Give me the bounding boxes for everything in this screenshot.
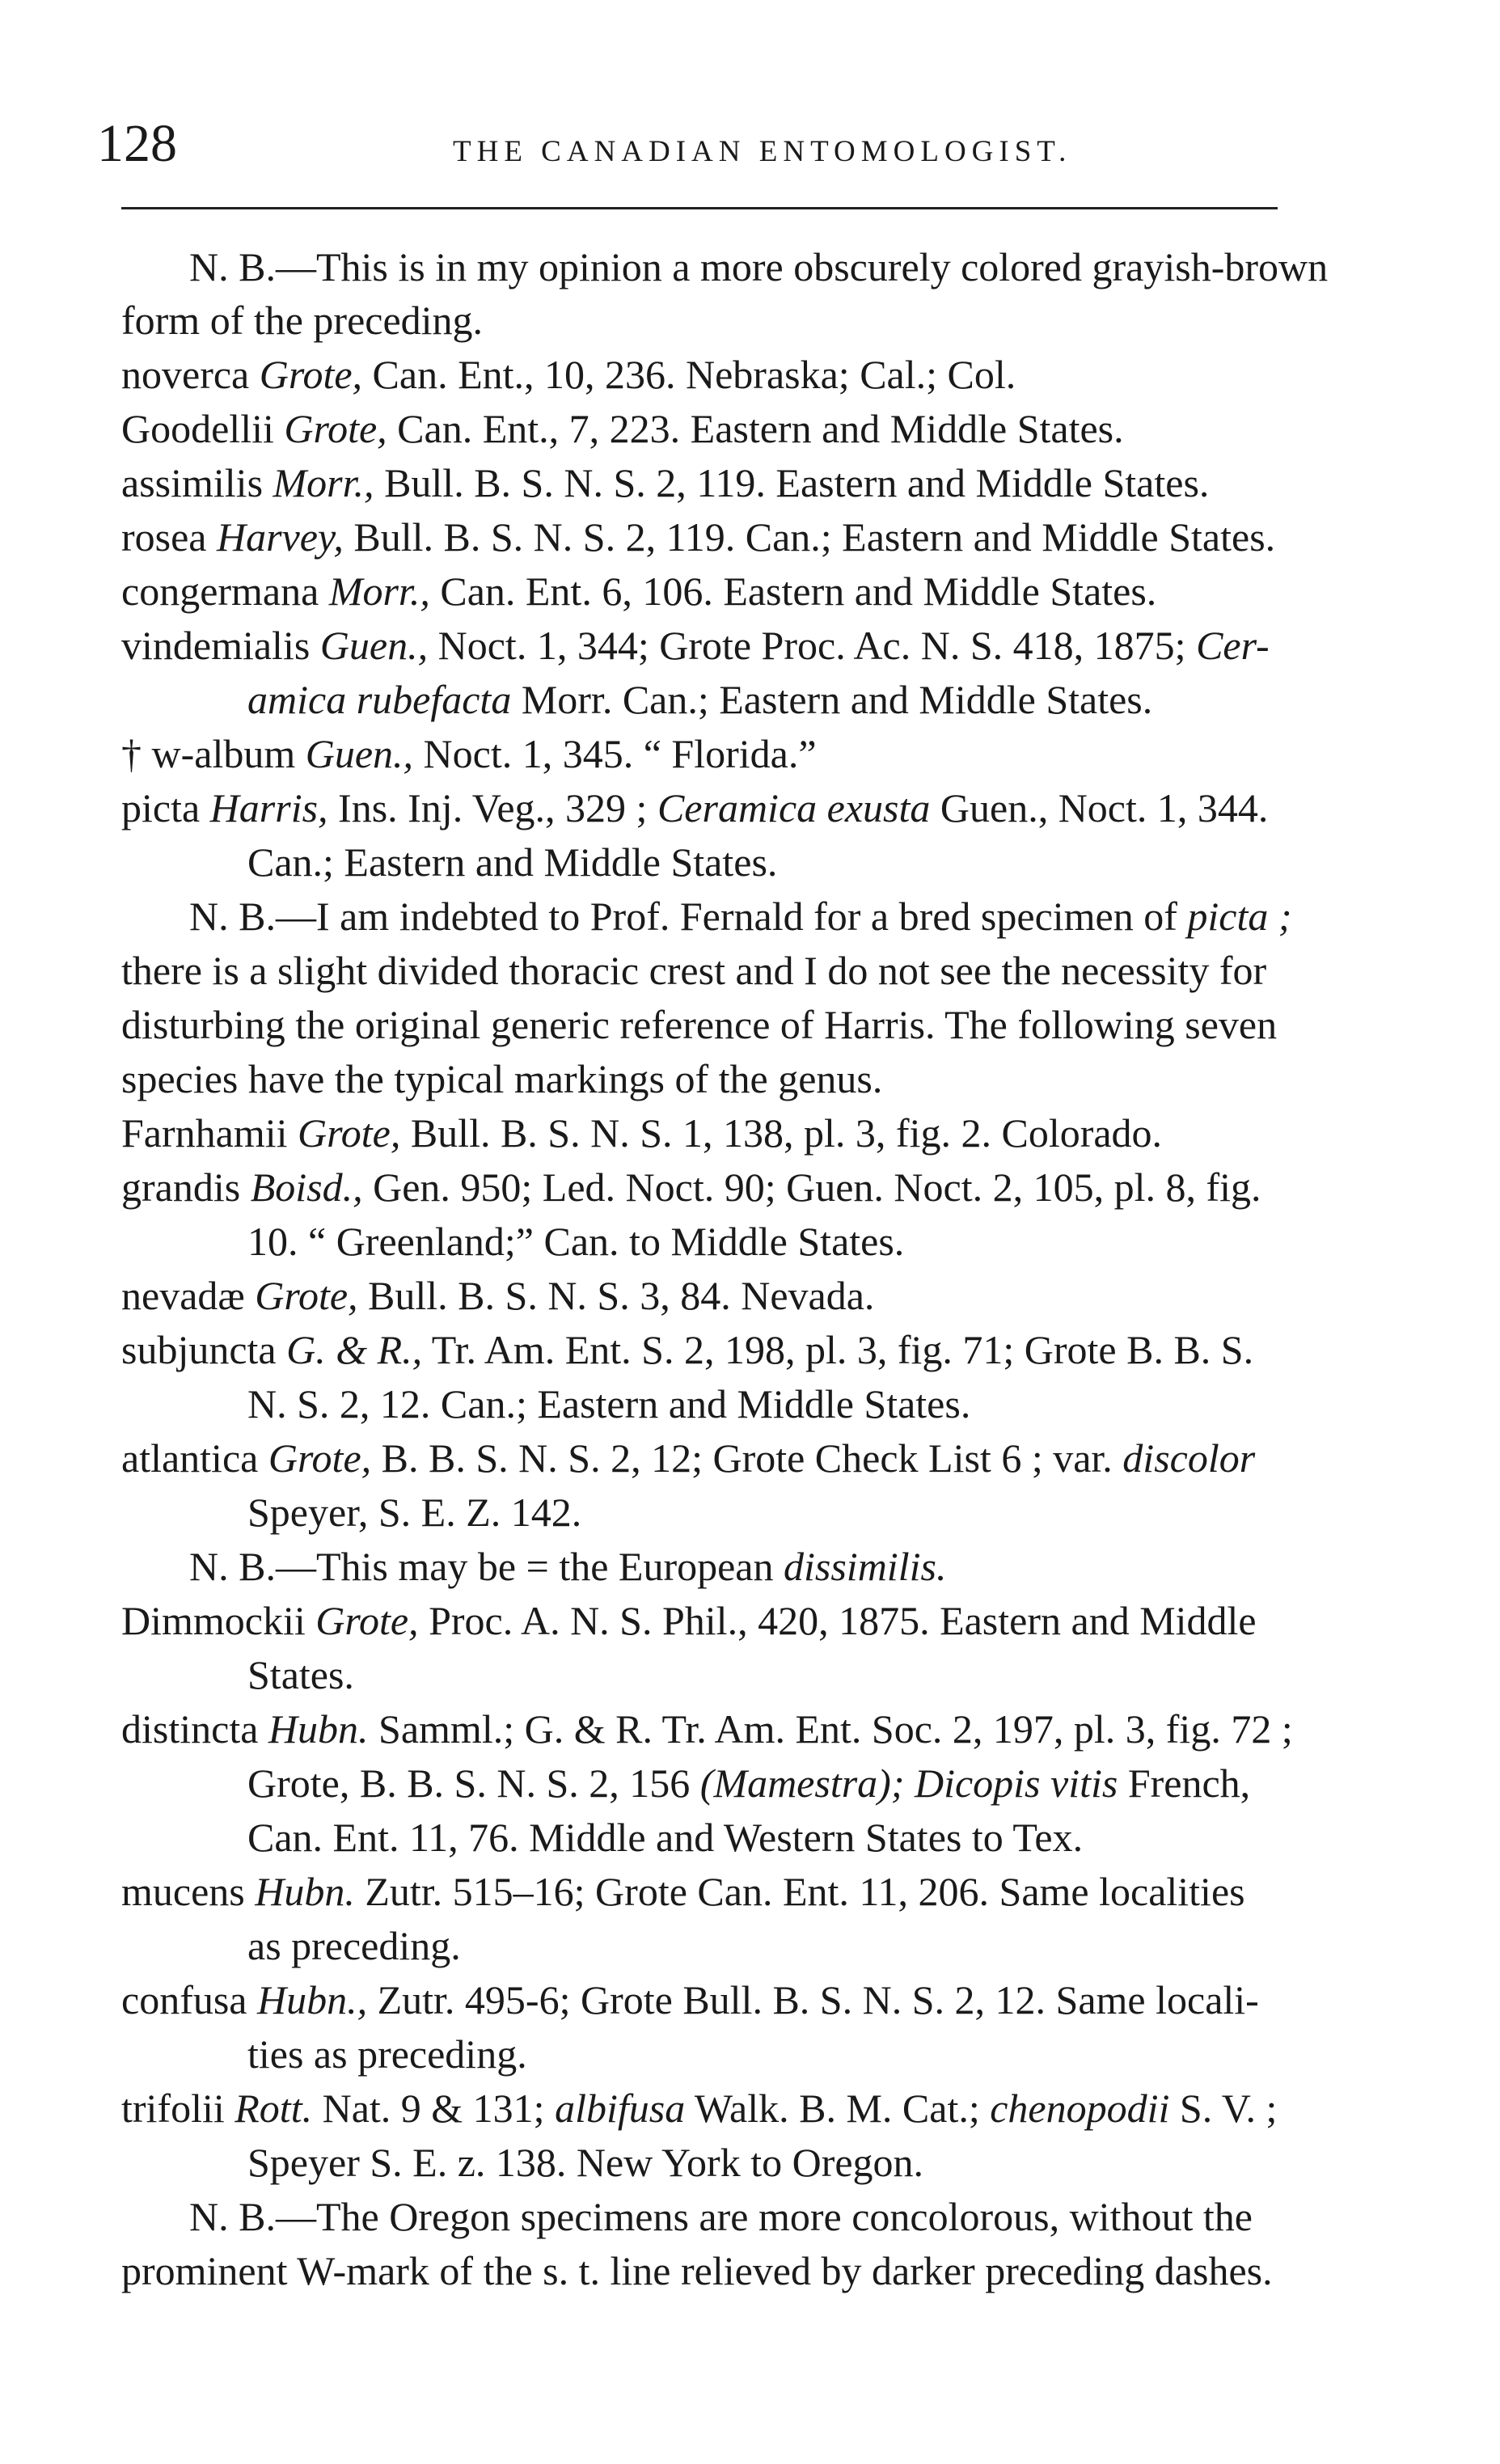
text-line: [247, 1380, 970, 1428]
text-run: Samml.; G. & R. Tr. Am. Ent. Soc. 2, 197, pl. 3, fig. 72 ;: [368, 1706, 1293, 1752]
text-line: [121, 784, 1426, 832]
italic-run: Hubn.: [268, 1706, 369, 1752]
running-title: THE CANADIAN ENTOMOLOGIST.: [453, 135, 1072, 168]
text-run: prominent W-mark of the s. t. line relieved by darker preceding dashes.: [121, 2248, 1273, 2293]
text-run: N. B.—I am indebted to Prof. Fernald for a bred specimen of: [189, 894, 1188, 939]
text-line: [121, 1867, 1426, 1916]
text-line: [121, 513, 1275, 561]
text-run: Zutr. 515–16; Grote Can. Ent. 11, 206. Same localities: [354, 1869, 1245, 1914]
italic-run: Hubn.: [255, 1869, 355, 1914]
text-line: [247, 1217, 904, 1266]
text-run: Goodellii: [121, 406, 285, 451]
text-line: [247, 1488, 581, 1536]
text-run: Farnhamii: [121, 1110, 298, 1156]
italic-run: Boisd.,: [250, 1164, 363, 1210]
text-line: [189, 892, 1426, 940]
text-run: Walk. B. M. Cat.;: [685, 2086, 991, 2131]
italic-run: discolor: [1122, 1435, 1256, 1481]
text-line: [247, 1650, 354, 1699]
italic-run: Rott.: [235, 2086, 313, 2131]
text-line: [121, 729, 817, 778]
header-rule: [121, 207, 1278, 209]
text-line: [121, 2246, 1426, 2295]
text-run: mucens: [121, 1869, 256, 1914]
text-line: [247, 1813, 1083, 1862]
text-run: Speyer, S. E. Z. 142.: [247, 1490, 582, 1535]
text-run: States.: [247, 1652, 354, 1697]
italic-run: amica rubefacta: [247, 677, 512, 722]
text-run: there is a slight divided thoracic crest and I do not see the necessity for: [121, 948, 1267, 993]
text-run: Bull. B. S. N. S. 2, 119. Eastern and Middle States.: [374, 460, 1210, 505]
text-line: [247, 675, 1152, 724]
italic-run: Grote,: [315, 1598, 419, 1643]
italic-run: Morr.,: [328, 568, 430, 614]
text-line: [189, 2192, 1426, 2241]
text-run: confusa: [121, 1977, 257, 2022]
text-line: [121, 946, 1426, 995]
text-run: B. B. S. N. S. 2, 12; Grote Check List 6 ; var.: [371, 1435, 1123, 1481]
italic-run: Ceramica exusta: [657, 785, 931, 830]
text-run: distincta: [121, 1706, 268, 1752]
text-run: Ins. Inj. Veg., 329 ;: [327, 785, 657, 830]
text-run: Bull. B. S. N. S. 2, 119. Can.; Eastern and Middle States.: [343, 514, 1276, 560]
text-run: N. S. 2, 12. Can.; Eastern and Middle States.: [247, 1381, 971, 1426]
text-line: [121, 1054, 882, 1103]
text-run: nevadæ: [121, 1273, 256, 1318]
text-run: Nat. 9 & 131;: [312, 2086, 556, 2131]
text-run: Zutr. 495-6; Grote Bull. B. S. N. S. 2, 12. Same locali-: [367, 1977, 1259, 2022]
italic-run: Cer-: [1196, 623, 1270, 668]
text-line: [121, 350, 1016, 399]
text-line: [121, 1271, 874, 1320]
text-run: Bull. B. S. N. S. 3, 84. Nevada.: [357, 1273, 875, 1318]
italic-run: albifusa: [555, 2086, 686, 2131]
text-line: [121, 1705, 1426, 1753]
text-line: [121, 621, 1426, 670]
italic-run: G. & R.,: [286, 1327, 423, 1372]
italic-run: Grote,: [268, 1435, 372, 1481]
text-run: Tr. Am. Ent. S. 2, 198, pl. 3, fig. 71; Grote B. B. S.: [422, 1327, 1254, 1372]
text-run: N. B.—The Oregon specimens are more concolorous, without the: [189, 2194, 1253, 2239]
text-run: French,: [1118, 1760, 1251, 1806]
text-run: form of the preceding.: [121, 298, 484, 343]
text-run: Speyer S. E. z. 138. New York to Oregon.: [247, 2140, 924, 2185]
text-run: subjuncta: [121, 1327, 287, 1372]
italic-run: Guen.,: [305, 731, 414, 776]
text-line: [121, 1325, 1426, 1374]
text-line: [247, 2138, 923, 2187]
italic-run: Guen.,: [319, 623, 429, 668]
text-run: atlantica: [121, 1435, 268, 1481]
text-run: as preceding.: [247, 1923, 461, 1968]
page-number: 128: [97, 114, 177, 173]
text-run: disturbing the original generic reference of Harris. The following seven: [121, 1002, 1278, 1047]
text-run: Noct. 1, 344; Grote Proc. Ac. N. S. 418, 1875;: [428, 623, 1197, 668]
text-run: N. B.—This may be = the European: [189, 1544, 784, 1589]
text-run: assimilis: [121, 460, 273, 505]
text-line: [121, 1976, 1426, 2024]
italic-run: Morr.,: [273, 460, 374, 505]
text-line: [189, 243, 1426, 291]
text-line: [121, 296, 483, 344]
text-line: [247, 838, 777, 886]
text-run: picta: [121, 785, 210, 830]
text-line: [121, 1163, 1426, 1211]
italic-run: Grote,: [259, 352, 363, 397]
text-run: Gen. 950; Led. Noct. 90; Guen. Noct. 2, 105, pl. 8, fig.: [362, 1164, 1261, 1210]
text-run: Can. Ent. 6, 106. Eastern and Middle States.: [429, 568, 1157, 614]
italic-run: chenopodii: [990, 2086, 1170, 2131]
italic-run: Grote,: [255, 1273, 358, 1318]
text-run: trifolii: [121, 2086, 235, 2131]
italic-run: picta ;: [1187, 894, 1292, 939]
text-line: [121, 459, 1209, 507]
text-run: congermana: [121, 568, 329, 614]
text-line: [121, 2084, 1426, 2132]
text-line: [121, 1434, 1426, 1482]
page-header: [0, 113, 1500, 178]
text-run: grandis: [121, 1164, 251, 1210]
text-line: [247, 1759, 1426, 1807]
text-run: Can. Ent. 11, 76. Middle and Western States to Tex.: [247, 1815, 1084, 1860]
italic-run: Harvey,: [217, 514, 344, 560]
text-run: Dimmockii: [121, 1598, 316, 1643]
text-run: Bull. B. S. N. S. 1, 138, pl. 3, fig. 2. Colorado.: [400, 1110, 1163, 1156]
text-run: S. V. ;: [1169, 2086, 1278, 2131]
text-run: Grote, B. B. S. N. S. 2, 156: [247, 1760, 700, 1806]
italic-run: Harris,: [209, 785, 328, 830]
text-run: N. B.—This is in my opinion a more obscurely colored grayish-brown: [189, 244, 1329, 290]
text-run: Can. Ent., 7, 223. Eastern and Middle States.: [387, 406, 1124, 451]
text-run: noverca: [121, 352, 260, 397]
text-run: Morr. Can.; Eastern and Middle States.: [511, 677, 1153, 722]
text-line: [121, 567, 1156, 615]
italic-run: dissimilis.: [784, 1544, 947, 1589]
text-run: species have the typical markings of the genus.: [121, 1056, 883, 1101]
text-line: [121, 404, 1124, 453]
text-run: Can.; Eastern and Middle States.: [247, 839, 778, 885]
text-line: [121, 1000, 1426, 1049]
text-line: [247, 2030, 527, 2078]
text-run: 10. “ Greenland;” Can. to Middle States.: [247, 1219, 905, 1264]
text-run: Can. Ent., 10, 236. Nebraska; Cal.; Col.: [362, 352, 1016, 397]
text-run: Proc. A. N. S. Phil., 420, 1875. Eastern and Middle: [418, 1598, 1257, 1643]
text-run: vindemialis: [121, 623, 320, 668]
text-run: Guen., Noct. 1, 344.: [930, 785, 1269, 830]
text-run: † w-album: [121, 731, 306, 776]
italic-run: (Mamestra); Dicopis vitis: [699, 1760, 1118, 1806]
text-line: [247, 1921, 461, 1970]
italic-run: Grote,: [284, 406, 387, 451]
text-line: [121, 1596, 1426, 1645]
text-line: [121, 1109, 1162, 1157]
text-run: ties as preceding.: [247, 2031, 527, 2077]
text-line: [189, 1542, 946, 1591]
text-run: Noct. 1, 345. “ Florida.”: [413, 731, 817, 776]
text-run: rosea: [121, 514, 217, 560]
italic-run: Grote,: [298, 1110, 401, 1156]
italic-run: Hubn.,: [257, 1977, 368, 2022]
